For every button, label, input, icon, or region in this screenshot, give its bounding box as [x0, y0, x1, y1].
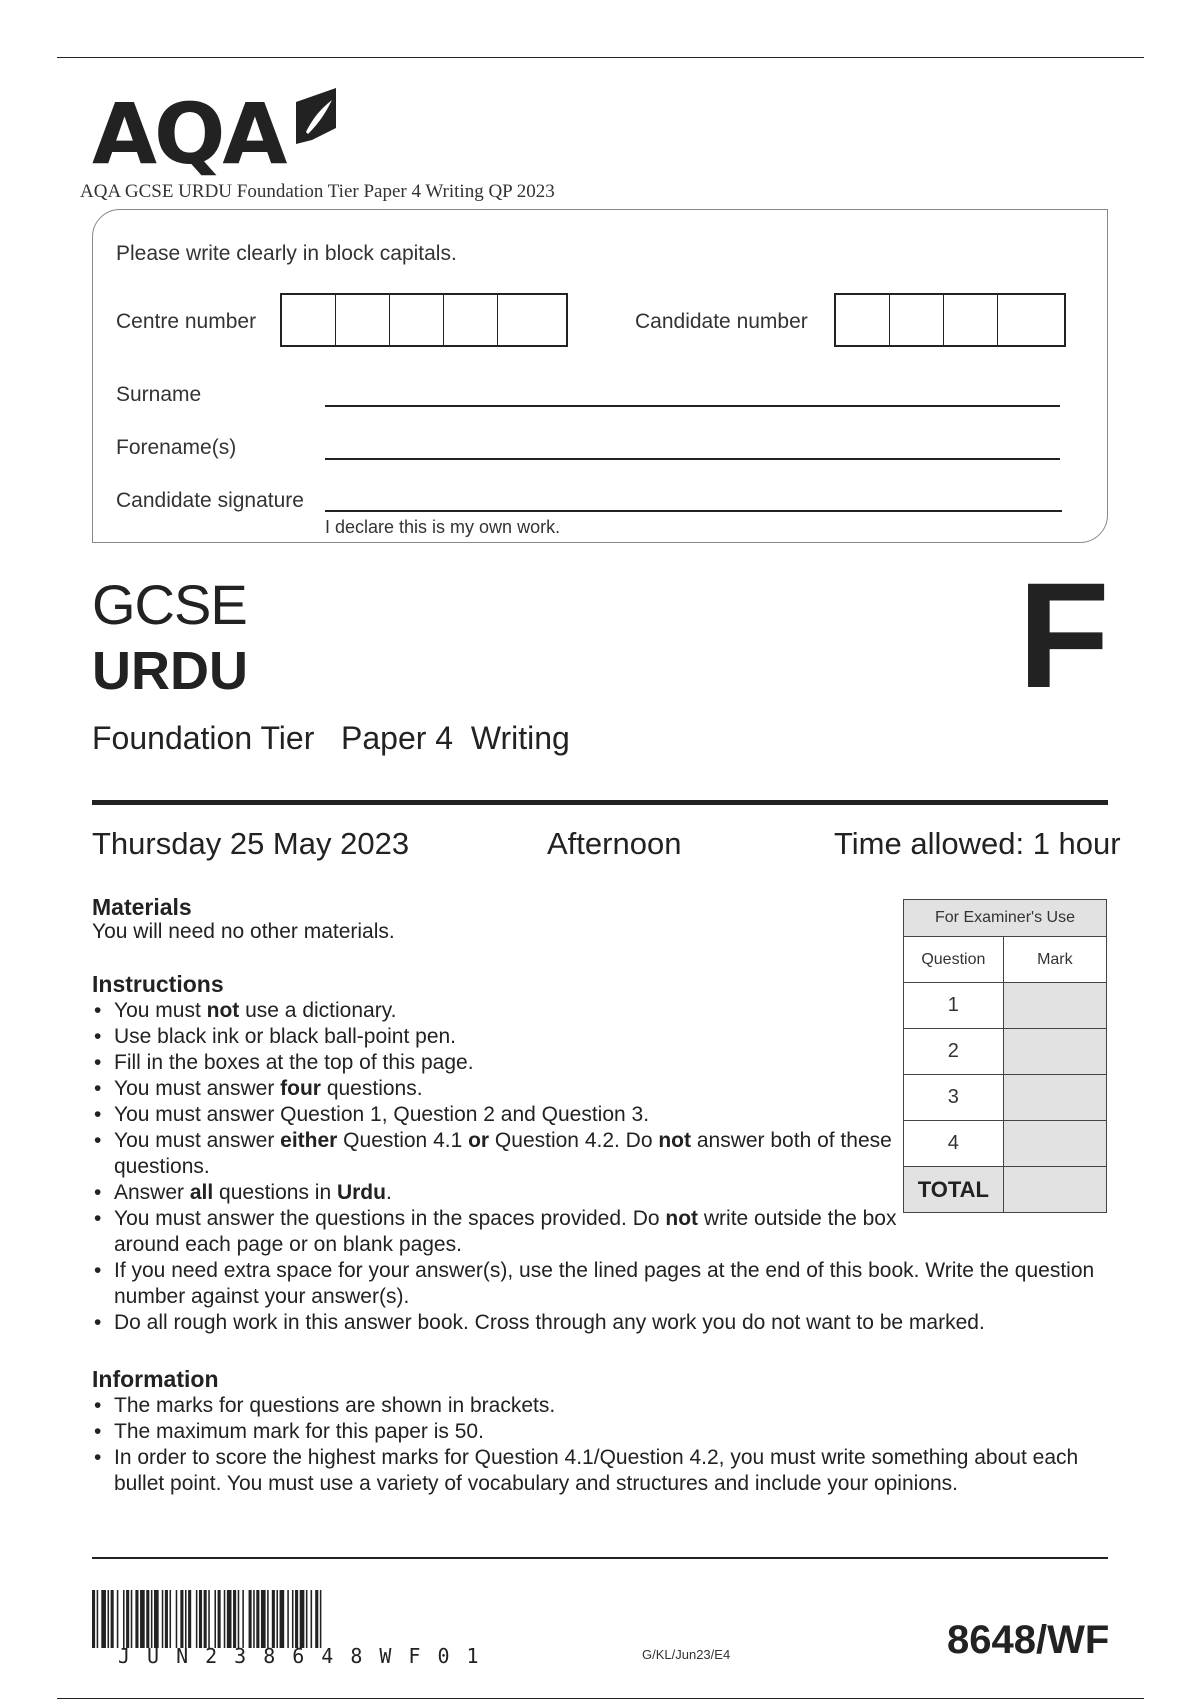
instruction-emphasis: not	[658, 1129, 692, 1152]
instruction-item	[92, 1050, 904, 1076]
candidate-number-boxes[interactable]	[834, 293, 1066, 347]
instruction-text: questions.	[320, 1077, 423, 1100]
instruction-text: Do all rough work in this answer book. Cross through any work you do not want to be marked.	[114, 1311, 985, 1334]
block-capitals-instruction: Please write clearly in block capitals.	[116, 242, 457, 265]
barcode-bar	[131, 1590, 133, 1648]
instruction-text: You must answer	[114, 1129, 281, 1152]
barcode-bar	[176, 1590, 178, 1648]
instruction-text: Use black ink or black ball-point pen.	[114, 1025, 457, 1048]
barcode-bar	[253, 1590, 255, 1648]
barcode-bar	[272, 1590, 275, 1648]
candidate-number-digit[interactable]	[836, 295, 890, 345]
instruction-item	[92, 1310, 1104, 1336]
barcode-bar	[140, 1590, 145, 1648]
total-label: TOTAL	[904, 1167, 1004, 1213]
question-column-header: Question	[904, 937, 1004, 983]
barcode-bar	[97, 1590, 99, 1648]
examiners-use-title: For Examiner's Use	[904, 900, 1107, 937]
instruction-item	[92, 1128, 904, 1180]
subject-title: URDU	[92, 641, 248, 701]
question-number: 1	[904, 983, 1004, 1029]
question-number: 2	[904, 1029, 1004, 1075]
signature-label: Candidate signature	[116, 489, 304, 512]
instruction-text: If you need extra space for your answer(s), use the lined pages at the end of this book. Write the question number against your answer(s).	[114, 1259, 1095, 1308]
instruction-item	[92, 998, 904, 1024]
instruction-text: You must answer	[114, 1077, 281, 1100]
instruction-text: Question 4.1	[337, 1129, 469, 1152]
barcode-bar	[146, 1590, 149, 1648]
barcode-bar	[249, 1590, 252, 1648]
centre-number-boxes[interactable]	[280, 293, 568, 347]
footer-rule	[92, 1557, 1108, 1559]
instruction-emphasis: four	[280, 1077, 321, 1100]
aqa-logo-mark-icon	[292, 88, 344, 146]
instruction-emphasis: or	[468, 1129, 490, 1152]
centre-number-digit[interactable]	[498, 295, 552, 345]
barcode-bar	[214, 1590, 216, 1648]
barcode-bar	[135, 1590, 138, 1648]
barcode-bar	[311, 1590, 313, 1648]
barcode-bar	[154, 1590, 159, 1648]
instruction-text: Answer	[114, 1181, 190, 1204]
instruction-emphasis: not	[206, 999, 240, 1022]
barcode-bar	[170, 1590, 172, 1648]
barcode-bar	[238, 1590, 240, 1648]
instruction-item	[92, 1076, 904, 1102]
specification-code: 8648/WF	[947, 1618, 1110, 1662]
barcode-bar	[180, 1590, 183, 1648]
instruction-item	[92, 1102, 904, 1128]
candidate-number-digit[interactable]	[944, 295, 998, 345]
forename-field[interactable]	[325, 458, 1060, 460]
barcode-bar	[256, 1590, 259, 1648]
instruction-text: Fill in the boxes at the top of this page.	[114, 1051, 474, 1074]
barcode-icon	[92, 1590, 502, 1648]
barcode-bar	[92, 1590, 95, 1648]
barcode-bar	[315, 1590, 318, 1648]
barcode-bar	[117, 1590, 119, 1648]
barcode-number: JUN238648WF01	[118, 1644, 496, 1668]
barcode-bar	[280, 1590, 285, 1648]
instructions-heading: Instructions	[92, 971, 224, 997]
instruction-item	[92, 1024, 904, 1050]
section-divider	[92, 800, 1108, 805]
forename-label: Forename(s)	[116, 436, 237, 459]
candidate-number-digit[interactable]	[998, 295, 1052, 345]
mark-column-header: Mark	[1003, 937, 1106, 983]
information-item: • The marks for questions are shown in brackets.	[92, 1393, 1092, 1419]
barcode-bar	[208, 1590, 210, 1648]
question-number: 3	[904, 1075, 1004, 1121]
barcode-bar	[242, 1590, 244, 1648]
qualification-title: GCSE	[92, 573, 247, 636]
information-item: • In order to score the highest marks for Question 4.1/Question 4.2, you must write something about each bullet point. You must use a variety of vocabulary and structures and include your opinions.	[92, 1445, 1092, 1497]
barcode-bar	[320, 1590, 322, 1648]
instruction-text: You must	[114, 999, 207, 1022]
instruction-text: You must answer the questions in the spaces provided. Do	[114, 1207, 666, 1230]
exam-session: Afternoon	[547, 826, 682, 861]
declaration-text: I declare this is my own work.	[325, 517, 561, 537]
barcode-bar	[261, 1590, 266, 1648]
instruction-text: use a dictionary.	[239, 999, 397, 1022]
instruction-emphasis: Urdu	[336, 1181, 386, 1204]
instruction-emphasis: either	[280, 1129, 338, 1152]
instructions-list	[92, 998, 1095, 1336]
signature-field[interactable]	[325, 510, 1062, 512]
materials-text: You will need no other materials.	[92, 920, 395, 943]
candidate-number-label: Candidate number	[635, 310, 808, 333]
document-title: AQA GCSE URDU Foundation Tier Paper 4 Writing QP 2023	[80, 181, 555, 202]
barcode-bar	[151, 1590, 153, 1648]
barcode-bar	[306, 1590, 308, 1648]
barcode-bar	[300, 1590, 305, 1648]
barcode-bar	[295, 1590, 298, 1648]
exam-date: Thursday 25 May 2023	[92, 826, 410, 861]
centre-number-digit[interactable]	[444, 295, 498, 345]
barcode-bar	[196, 1590, 198, 1648]
barcode-bar	[218, 1590, 221, 1648]
tier-letter: F	[1018, 551, 1110, 719]
question-number: 4	[904, 1121, 1004, 1167]
barcode-bar	[267, 1590, 269, 1648]
materials-heading: Materials	[92, 894, 192, 920]
paper-label: Paper 4 Writing	[341, 720, 570, 756]
barcode-bar	[287, 1590, 289, 1648]
barcode-bar	[224, 1590, 226, 1648]
barcode-bar	[233, 1590, 236, 1648]
instruction-item	[92, 1206, 904, 1258]
centre-number-digit[interactable]	[390, 295, 444, 345]
barcode-bar	[199, 1590, 202, 1648]
centre-number-digit[interactable]	[336, 295, 390, 345]
time-allowed: Time allowed: 1 hour	[834, 826, 1121, 861]
instruction-item	[92, 1180, 904, 1206]
bottom-rule	[57, 1698, 1144, 1699]
barcode-bar	[101, 1590, 106, 1648]
instruction-emphasis: not	[665, 1207, 699, 1230]
instruction-text: answer both of these questions.	[114, 1129, 892, 1178]
information-heading: Information	[92, 1366, 219, 1392]
instruction-emphasis: all	[189, 1181, 214, 1204]
candidate-number-digit[interactable]	[890, 295, 944, 345]
aqa-logo	[92, 85, 352, 183]
surname-label: Surname	[116, 383, 202, 406]
barcode-bar	[165, 1590, 168, 1648]
information-item: • The maximum mark for this paper is 50.	[92, 1419, 1092, 1445]
top-rule	[57, 57, 1144, 58]
barcode-bar	[126, 1590, 129, 1648]
barcode-bar	[276, 1590, 278, 1648]
centre-number-digit[interactable]	[282, 295, 336, 345]
instruction-text: You must answer Question 1, Question 2 and Question 3.	[114, 1103, 650, 1126]
barcode-bar	[188, 1590, 191, 1648]
instruction-text: Question 4.2. Do	[489, 1129, 659, 1152]
instruction-text: write outside the box around each page or on blank pages.	[114, 1207, 897, 1256]
barcode-bar	[123, 1590, 125, 1648]
information-list	[92, 1393, 1092, 1497]
barcode-bar	[185, 1590, 187, 1648]
barcode-bar	[227, 1590, 232, 1648]
reference-code: G/KL/Jun23/E4	[642, 1647, 731, 1662]
instruction-text: questions in	[213, 1181, 337, 1204]
instruction-text: .	[385, 1181, 392, 1204]
barcode-bar	[204, 1590, 207, 1648]
aqa-logo-text: AQA	[92, 85, 285, 183]
instruction-item	[92, 1258, 1104, 1310]
centre-number-label: Centre number	[116, 310, 257, 333]
barcode-bar	[162, 1590, 164, 1648]
tier-label: Foundation Tier	[92, 720, 315, 756]
barcode-bar	[111, 1590, 114, 1648]
barcode-bar	[292, 1590, 294, 1648]
barcode-bar	[108, 1590, 110, 1648]
surname-field[interactable]	[325, 405, 1060, 407]
